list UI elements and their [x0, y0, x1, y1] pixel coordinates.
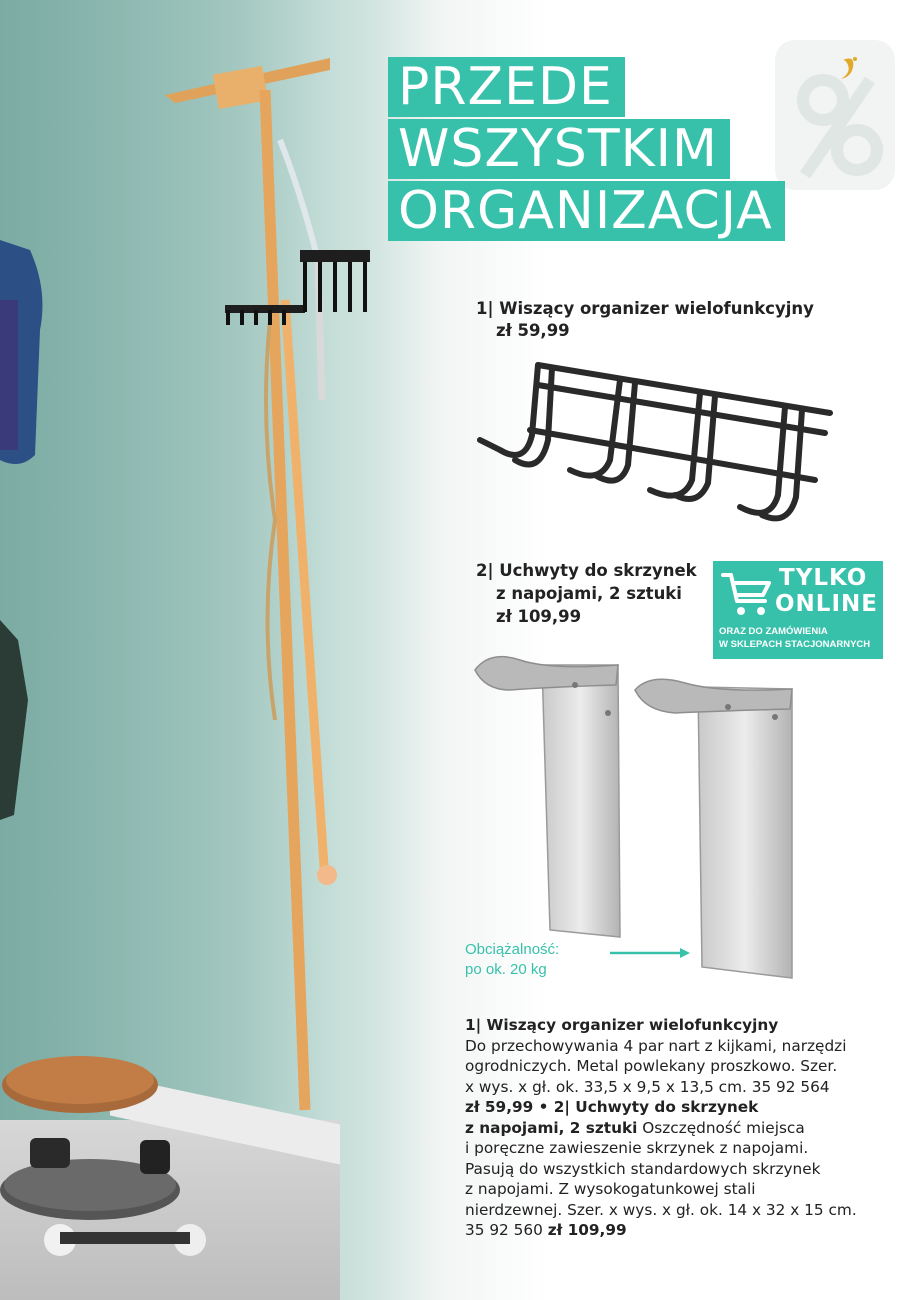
load-capacity-note: [465, 940, 559, 980]
headline-line-3: ORGANIZACJA: [388, 181, 785, 241]
shopping-cart-icon: [721, 569, 773, 619]
item-2-title-line-1: 2| Uchwyty do skrzynek: [476, 561, 697, 580]
desc-item-2-code: 35 92 560: [465, 1221, 548, 1239]
brand-logo-icon: [835, 55, 861, 85]
desc-line-3: ogrodniczych. Metal powlekany proszkowo. Szer.: [465, 1057, 838, 1075]
online-badge-line-1: TYLKO: [779, 565, 868, 591]
garage-scene-photo: [0, 0, 400, 1300]
hook-rack-product-image: [470, 355, 840, 535]
desc-item-1-title: 1| Wiszący organizer wielofunkcyjny: [465, 1016, 779, 1034]
online-badge-line-2: ONLINE: [775, 591, 878, 617]
item-2-price: zł 109,99: [496, 607, 582, 626]
online-badge-sub-2: W SKLEPACH STACJONARNYCH: [719, 639, 871, 650]
desc-line-2: Do przechowywania 4 par nart z kijkami, narzędzi: [465, 1036, 847, 1055]
desc-price-and-item-2: zł 59,99 • 2| Uchwyty do skrzynek: [465, 1098, 759, 1116]
headline-line-1: PRZEDE: [388, 57, 625, 117]
desc-line-7: i poręczne zawieszenie skrzynek z napojami.: [465, 1139, 809, 1157]
load-note-line-2: po ok. 20 kg: [465, 961, 547, 978]
load-note-line-1: Obciążalność:: [465, 941, 560, 958]
desc-line-10: nierdzewnej. Szer. x wys. x gł. ok. 14 x 32 x 15 cm.: [465, 1200, 857, 1219]
product-description: [465, 1015, 895, 1241]
headline-line-2: WSZYSTKIM: [388, 119, 730, 179]
desc-line-9: z napojami. Z wysokogatunkowej stali: [465, 1180, 756, 1198]
online-badge-sub-1: ORAZ DO ZAMÓWIENIA: [719, 626, 828, 637]
crate-holder-product-image: [470, 645, 810, 990]
desc-line-6: Oszczędność miejsca: [637, 1118, 805, 1137]
desc-line-8: Pasują do wszystkich standardowych skrzynek: [465, 1159, 821, 1178]
item-2-title-line-2: z napojami, 2 sztuki: [496, 584, 682, 603]
headline: [388, 57, 785, 243]
item-1-title: 1| Wiszący organizer wielofunkcyjny: [476, 299, 814, 318]
desc-line-4: x wys. x gł. ok. 33,5 x 9,5 x 13,5 cm. 35 92 564: [465, 1077, 830, 1096]
desc-item-2-price: zł 109,99: [547, 1221, 627, 1239]
desc-item-2-title-end: z napojami, 2 sztuki: [465, 1118, 638, 1137]
item-1-price: zł 59,99: [496, 321, 570, 340]
